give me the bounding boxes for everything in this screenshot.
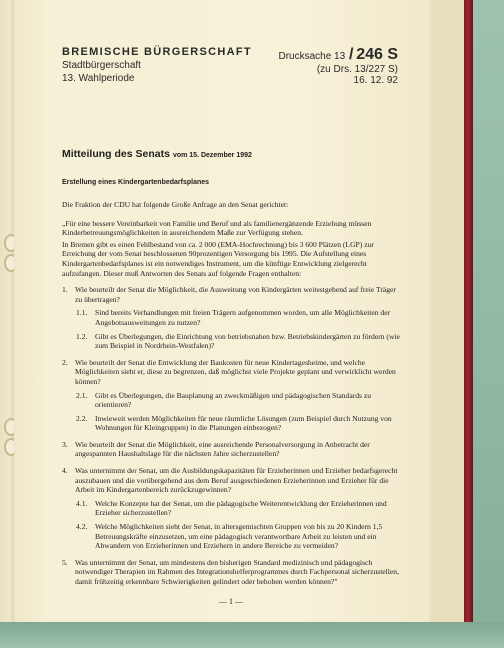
quote-paragraph: In Bremen gibt es einen Fehlbestand von ca. 2 000 (EMA-Hochrechnung) bis 3 600 Plätzen (LGP) zur Erreichung der vom Senat beschlossenen 90prozentigen Versorgung bis 1995. Die Aufstellung eines Kindergartenbedarfsplanes ist ein notwendiges Instrument, um die künftige Entwicklung zielgerecht aufzufangen. Dieser muß Antworten des Senats auf folgende Fragen enthalten: xyxy=(62,239,374,278)
question-number: 2. xyxy=(62,357,68,367)
question-number: 5. xyxy=(62,557,68,567)
question-item xyxy=(62,440,400,459)
sub-question-item xyxy=(62,332,400,351)
document-title: Mitteilung des Senats xyxy=(62,148,170,160)
printed-matter-number xyxy=(252,46,398,64)
chamber-name: Stadtbürgerschaft xyxy=(62,60,141,71)
sub-question-number: 2.1. xyxy=(76,390,88,400)
sub-question-text: Sind bereits Verhandlungen mit freien Trägern aufgenommen worden, um alle Möglichkeiten der Angebotsausweitungen zu nutzen? xyxy=(95,308,391,327)
sub-question-text: Welche Möglichkeiten sieht der Senat, in altersgemischten Gruppen von bis zu 20 Kindern 1,5 Betreuungskräfte einzusetzen, um eine pädagogisch verantwortbare Arbeit zu leisten und ein Abwandern von Erzieherinnen und Erziehern in andere Bereiche zu vermeiden? xyxy=(95,522,383,551)
sub-question-text: Welche Konzepte hat der Senat, um die pädagogische Weiterentwicklung der Erzieherinnen und Erzieher sicherzustellen? xyxy=(95,498,387,518)
title-date: vom 15. Dezember 1992 xyxy=(172,152,252,159)
parliament-name: BREMISCHE BÜRGERSCHAFT xyxy=(62,46,252,58)
question-item xyxy=(62,358,400,387)
sub-question-item xyxy=(62,522,400,551)
question-number: 4. xyxy=(62,466,68,476)
document-header xyxy=(62,46,400,98)
sub-question-number: 1.2. xyxy=(76,331,88,341)
header-right xyxy=(252,46,398,86)
question-text: Wie beurteilt der Senat die Möglichkeit, eine ausreichende Personalversorgung in Anbetracht der angespannten Haushaltslage für die nächsten Jahre sicherzustellen? xyxy=(75,439,370,459)
document-date: 16. 12. 92 xyxy=(353,75,398,86)
header-left xyxy=(62,46,262,84)
sub-question-item xyxy=(62,414,400,433)
page-number: — 1 — xyxy=(219,596,243,606)
legislative-period: 13. Wahlperiode xyxy=(62,73,135,84)
question-number: 3. xyxy=(62,439,68,449)
question-text: Wie beurteilt der Senat die Möglichkeit, die Ausweitung von Kindergärten weitestgehend auf freie Träger zu übertragen? xyxy=(75,285,396,304)
question-text: Was unternimmt der Senat, um die Ausbildungskapazitäten für Erzieherinnen und Erzieher bedarfsgerecht auszubauen und die vorübergehend aus dem Beruf ausgeschiedenen Erzieherinnen und Erzieher für die Arbeit im Kindergartenbereich zurückzugewinnen? xyxy=(75,466,398,495)
sub-question-text: Gibt es Überlegungen, die Bauplanung an zweckmäßigen und pädagogischen Standards zu orientieren? xyxy=(95,390,372,410)
document-subject: Erstellung eines Kindergartenbedarfsplanes xyxy=(62,179,210,186)
quote-paragraph: „Für eine bessere Vereinbarkeit von Familie und Beruf und als familienergänzende Erziehung müssen Kinderbetreuungsmöglichkeiten in ausreichendem Maße zur Verfügung stehen. xyxy=(62,218,372,238)
question-text: Was unternimmt der Senat, um mindestens den bisherigen Standard medizinisch und pädagogisch notwendiger Therapien im Rahmen des Integrationshelferprogrammes durch Fachpersonal sicherzustellen, damit frühzeitig erkennbare Schwierigkeiten gelindert oder behoben werden können?" xyxy=(75,557,399,586)
document-content xyxy=(62,46,400,606)
sub-question-item xyxy=(62,308,400,327)
question-number: 1. xyxy=(62,285,68,295)
sub-question-number: 1.1. xyxy=(76,308,88,318)
question-text: Wie beurteilt der Senat die Entwicklung der Baukosten für neue Kindertagesheime, und welche Möglichkeiten sieht er, diese zu begrenzen, daß möglichst viele Projekte geplant und verwirklicht werden können? xyxy=(75,357,396,386)
printed-matter-slash: / xyxy=(348,46,354,63)
binder-cover xyxy=(464,0,473,626)
sub-question-number: 2.2. xyxy=(76,413,88,423)
table-surface xyxy=(0,622,504,648)
sub-question-text: Inwieweit werden Möglichkeiten für neue räumliche Lösungen (zum Beispiel durch Nutzung von Wohnungen für Kleingruppen) in die Planungen einbezogen? xyxy=(95,413,392,433)
reference-number: (zu Drs. 13/227 S) xyxy=(316,64,398,75)
sub-question-item xyxy=(62,499,400,518)
printed-matter-id: 246 S xyxy=(356,46,398,63)
document-title-row xyxy=(62,144,400,162)
sub-question-text: Gibt es Überlegungen, die Einrichtung von betriebsnahen bzw. Betriebskindergärten zu fördern (wie zum Beispiel in Nordrhein-Westfalen)? xyxy=(95,331,400,351)
question-item xyxy=(62,466,400,495)
sub-question-item xyxy=(62,391,400,410)
question-item xyxy=(62,558,400,587)
intro-paragraph: Die Fraktion der CDU hat folgende Große Anfrage an den Senat gerichtet: xyxy=(62,200,289,209)
sub-question-number: 4.2. xyxy=(76,522,88,532)
sub-question-number: 4.1. xyxy=(76,498,88,508)
page-stack-edge xyxy=(430,0,466,626)
question-item xyxy=(62,285,400,304)
printed-matter-label: Drucksache 13 xyxy=(278,51,346,62)
